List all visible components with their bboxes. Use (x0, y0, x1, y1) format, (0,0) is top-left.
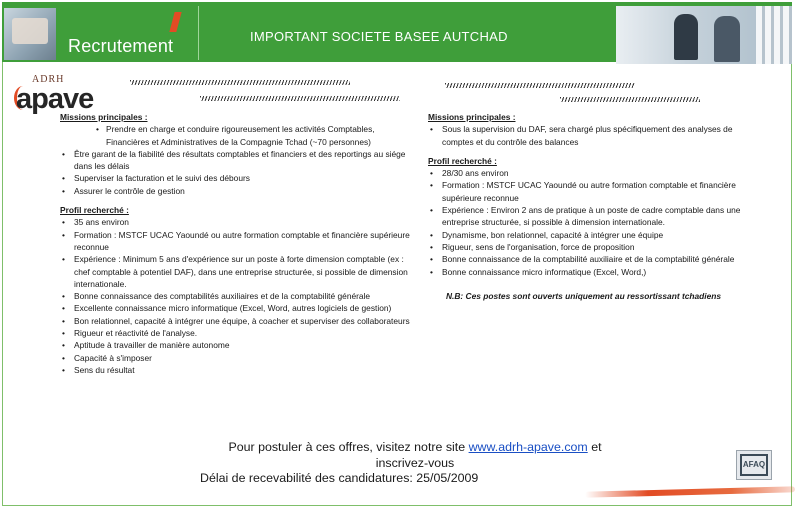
handshake-photo (616, 6, 792, 64)
profile-heading: Profil recherché : (60, 205, 129, 216)
list-item: • Bonne connaissance de la comptabilité auxiliaire et de la comptabilité générale (428, 253, 758, 265)
list-item: • 28/30 ans environ (428, 167, 758, 179)
list-item: • Être garant de la fiabilité des résultats comptables et financiers et des reportings au siége dans les délais (60, 148, 412, 173)
decorative-scribble (200, 96, 400, 101)
apply-text-suffix: et (591, 440, 602, 454)
profile-heading: Profil recherché : (428, 155, 497, 166)
right-column (428, 108, 758, 302)
profile-list (60, 216, 412, 376)
logo-apave-text: apave (16, 83, 94, 115)
eligibility-note: N.B: Ces postes sont ouverts uniquement au ressortissant tchadiens (446, 290, 722, 301)
list-item: • Superviser la facturation et le suivi des débours (60, 172, 412, 184)
list-item: • Rigueur, sens de l'organisation, force de proposition (428, 241, 758, 253)
certification-logo: AFAQ (736, 450, 772, 480)
list-item: • Bon relationnel, capacité à intégrer une équipe, à coacher et superviser des collaborateurs (60, 315, 412, 327)
decorative-scribble (560, 97, 700, 102)
deadline-text: Délai de recevabilité des candidatures: 25/05/2009 (200, 471, 479, 485)
missions-heading: Missions principales : (428, 112, 516, 122)
list-item: • Prendre en charge et conduire rigoureusement les activités Comptables, Financières et Administratives de la Compagnie Tchad (~70 personnes) (60, 123, 412, 148)
left-column (60, 108, 412, 376)
list-item: • Capacité à s'imposer (60, 352, 412, 364)
list-item: • 35 ans environ (60, 216, 412, 228)
list-item: • Formation : MSTCF UCAC Yaoundé ou autre formation comptable et financière supérieure reconnue (428, 179, 758, 204)
list-item: • Dynamisme, bon relationnel, capacité à intégrer une équipe (428, 229, 758, 241)
decorative-scribble (445, 83, 635, 88)
list-item: • Sens du résultat (60, 364, 412, 376)
logo-adrh-text: ADRH (32, 74, 65, 85)
decorative-scribble (130, 80, 350, 85)
list-item: • Rigueur et réactivité de l'analyse. (60, 327, 412, 339)
banner-divider (198, 6, 199, 60)
profile-list (428, 167, 758, 278)
list-item: • Expérience : Environ 2 ans de pratique à un poste de cadre comptable dans une entreprise structurée, si possible à dimension internationale. (428, 204, 758, 229)
missions-heading: Missions principales : (60, 112, 148, 122)
page-title: IMPORTANT SOCIETE BASEE AUTCHAD (250, 29, 508, 44)
list-item: • Bonne connaissance micro informatique (Excel, Word,) (428, 266, 758, 278)
list-item: • Assurer le contrôle de gestion (60, 185, 412, 197)
list-item: • Sous la supervision du DAF, sera chargé plus spécifiquement des analyses de comptes et du contrôle des balances (428, 123, 758, 148)
office-photo-left (4, 8, 56, 60)
list-item: • Formation : MSTCF UCAC Yaoundé ou autre formation comptable et financière supérieure reconnue (60, 229, 412, 254)
apply-section (150, 440, 680, 487)
list-item: • Excellente connaissance micro informatique (Excel, Word, autres logiciels de gestion) (60, 302, 412, 314)
list-item: • Bonne connaissance des comptabilités auxiliaires et de la comptabilité générale (60, 290, 412, 302)
list-item: • Aptitude à travailler de manière autonome (60, 339, 412, 351)
missions-list (60, 123, 412, 197)
website-link[interactable]: www.adrh-apave.com (468, 440, 588, 454)
missions-list (428, 123, 758, 148)
apply-text: Pour postuler à ces offres, visitez notre site (228, 440, 466, 454)
section-label: Recrutement (68, 36, 174, 56)
list-item: • Expérience : Minimum 5 ans d'expérience sur un poste à forte dimension comptable (ex : chef comptable à potentiel DAF), dans une entreprise structurée, si possible de dimension internationale. (60, 253, 412, 290)
apply-text-line2: inscrivez-vous (375, 455, 455, 470)
